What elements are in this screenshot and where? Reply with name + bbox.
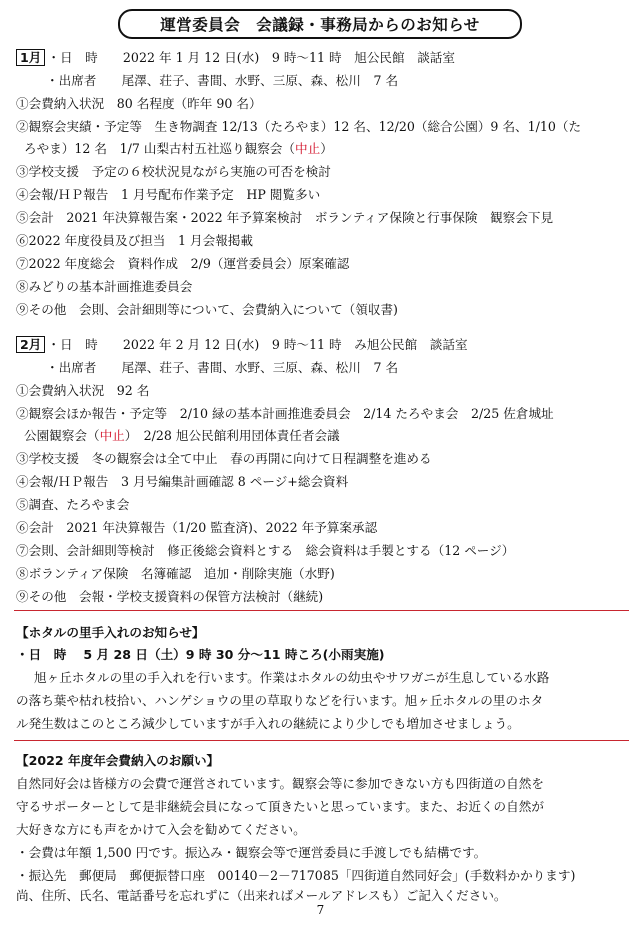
hotaru-body-line: の落ち葉や枯れ枝拾い、ハンゲショウの里の草取りなどを行います。旭ヶ丘ホタルの里のホタ (16, 693, 544, 708)
page-title: 運営委員会 会議録・事務局からのお知らせ (118, 9, 522, 39)
section-divider (14, 610, 629, 611)
fee-body-line: ・会費は年額 1,500 円です。振込み・観察会等で運営委員に手渡しでも結構です。 (16, 845, 487, 860)
feb-month-badge: 2月 (16, 336, 45, 353)
jan-attendees: ・出席者 尾澤、荘子、書間、水野、三原、森、松川 7 名 (46, 73, 399, 88)
feb-item: ⑧ボランティア保険 名簿確認 追加・削除実施（水野) (16, 566, 335, 581)
jan-item2-cont-pre: ろやま）12 名 1/7 山梨古村五社巡り観察会（ (24, 141, 295, 156)
feb-item: ②観察会ほか報告・予定等 2/10 緑の基本計画推進委員会 2/14 たろやま会 2/25 佐倉城址 (16, 406, 554, 421)
fee-body-line: ・振込先 郵便局 郵便振替口座 00140－2－717085「四街道自然同好会」(手数料かかります) (16, 868, 576, 883)
hotaru-heading: 【ホタルの里手入れのお知らせ】 (16, 625, 205, 640)
page-number: 7 (316, 903, 325, 917)
feb-item: ⑥会計 2021 年決算報告（1/20 監査済)、2022 年予算案承認 (16, 520, 378, 535)
jan-date-text: ・日 時 2022 年 1 月 12 日(水) 9 時～11 時 旭公民館 談話室 (47, 50, 455, 65)
jan-item: ④会報/ＨＰ報告 1 月号配布作業予定 HP 閲覧多い (16, 187, 321, 202)
cancelled-label: 中止 (99, 428, 125, 443)
jan-item: ⑨その他 会則、会計細則等について、会費納入について（領収書) (16, 302, 398, 317)
jan-item: ⑤会計 2021 年決算報告案・2022 年予算案検討 ボランティア保険と行事保険 観察会下見 (16, 210, 554, 225)
feb-item: ⑤調査、たろやま会 (16, 497, 130, 512)
fee-body-line: 自然同好会は皆様方の会費で運営されています。観察会等に参加できない方も四街道の自然を (16, 776, 544, 791)
hotaru-body-line: ル発生数はこのところ減少していますが手入れの継続により少しでも増加させましょう。 (16, 716, 520, 731)
jan-item: ⑧みどりの基本計画推進委員会 (16, 279, 193, 294)
feb-item2-cont-pre: 公園観察会（ (24, 428, 100, 443)
feb-item2-cont-post: ） 2/28 旭公民館利用団体責任者会議 (124, 428, 340, 443)
jan-month-badge: 1月 (16, 49, 45, 66)
hotaru-date: ・日 時 5 月 28 日（土）9 時 30 分～11 時ころ(小雨実施) (16, 647, 385, 662)
hotaru-body-line: 旭ヶ丘ホタルの里の手入れを行います。作業はホタルの幼虫やサワガニが生息している水路 (34, 670, 550, 685)
jan-date-line (16, 49, 631, 67)
fee-body-line: 尚、住所、氏名、電話番号を忘れずに（出来ればメールアドレスも）ご記入ください。 (16, 888, 507, 903)
feb-item: ⑨その他 会報・学校支援資料の保管方法検討（継続) (16, 589, 324, 604)
jan-item: ⑥2022 年度役員及び担当 1 月会報掲載 (16, 233, 253, 248)
feb-date-text: ・日 時 2022 年 2 月 12 日(水) 9 時～11 時 み旭公民館 談話室 (47, 337, 468, 352)
fee-body-line: 守るサポーターとして是非継続会員になって頂きたいと思っています。また、お近くの自然が (16, 799, 544, 814)
jan-item: ①会費納入状況 80 名程度（昨年 90 名） (16, 96, 262, 111)
jan-item-continuation (24, 140, 631, 158)
cancelled-label: 中止 (295, 141, 321, 156)
feb-attendees: ・出席者 尾澤、荘子、書間、水野、三原、森、松川 7 名 (46, 360, 399, 375)
jan-item: ⑦2022 年度総会 資料作成 2/9（運営委員会）原案確認 (16, 256, 350, 271)
feb-item: ①会費納入状況 92 名 (16, 383, 150, 398)
feb-item-continuation (24, 427, 631, 445)
feb-item: ③学校支援 冬の観察会は全て中止 春の再開に向けて日程調整を進める (16, 451, 432, 466)
jan-item: ②観察会実績・予定等 生き物調査 12/13（たろやま）12 名、12/20（総合公園）9 名、1/10（た (16, 119, 582, 134)
fee-heading: 【2022 年度年会費納入のお願い】 (16, 753, 220, 768)
jan-item: ③学校支援 予定の６校状況見ながら実施の可否を検討 (16, 164, 331, 179)
feb-date-line (16, 336, 631, 354)
section-divider (14, 740, 629, 741)
jan-item2-cont-post: ） (320, 141, 333, 156)
feb-item: ⑦会則、会計細則等検討 修正後総会資料とする 総会資料は手製とする（12 ページ） (16, 543, 515, 558)
fee-body-line: 大好きな方にも声をかけて入会を勧めてください。 (16, 822, 306, 837)
feb-item: ④会報/ＨＰ報告 3 月号編集計画確認 8 ページ+総会資料 (16, 474, 349, 489)
